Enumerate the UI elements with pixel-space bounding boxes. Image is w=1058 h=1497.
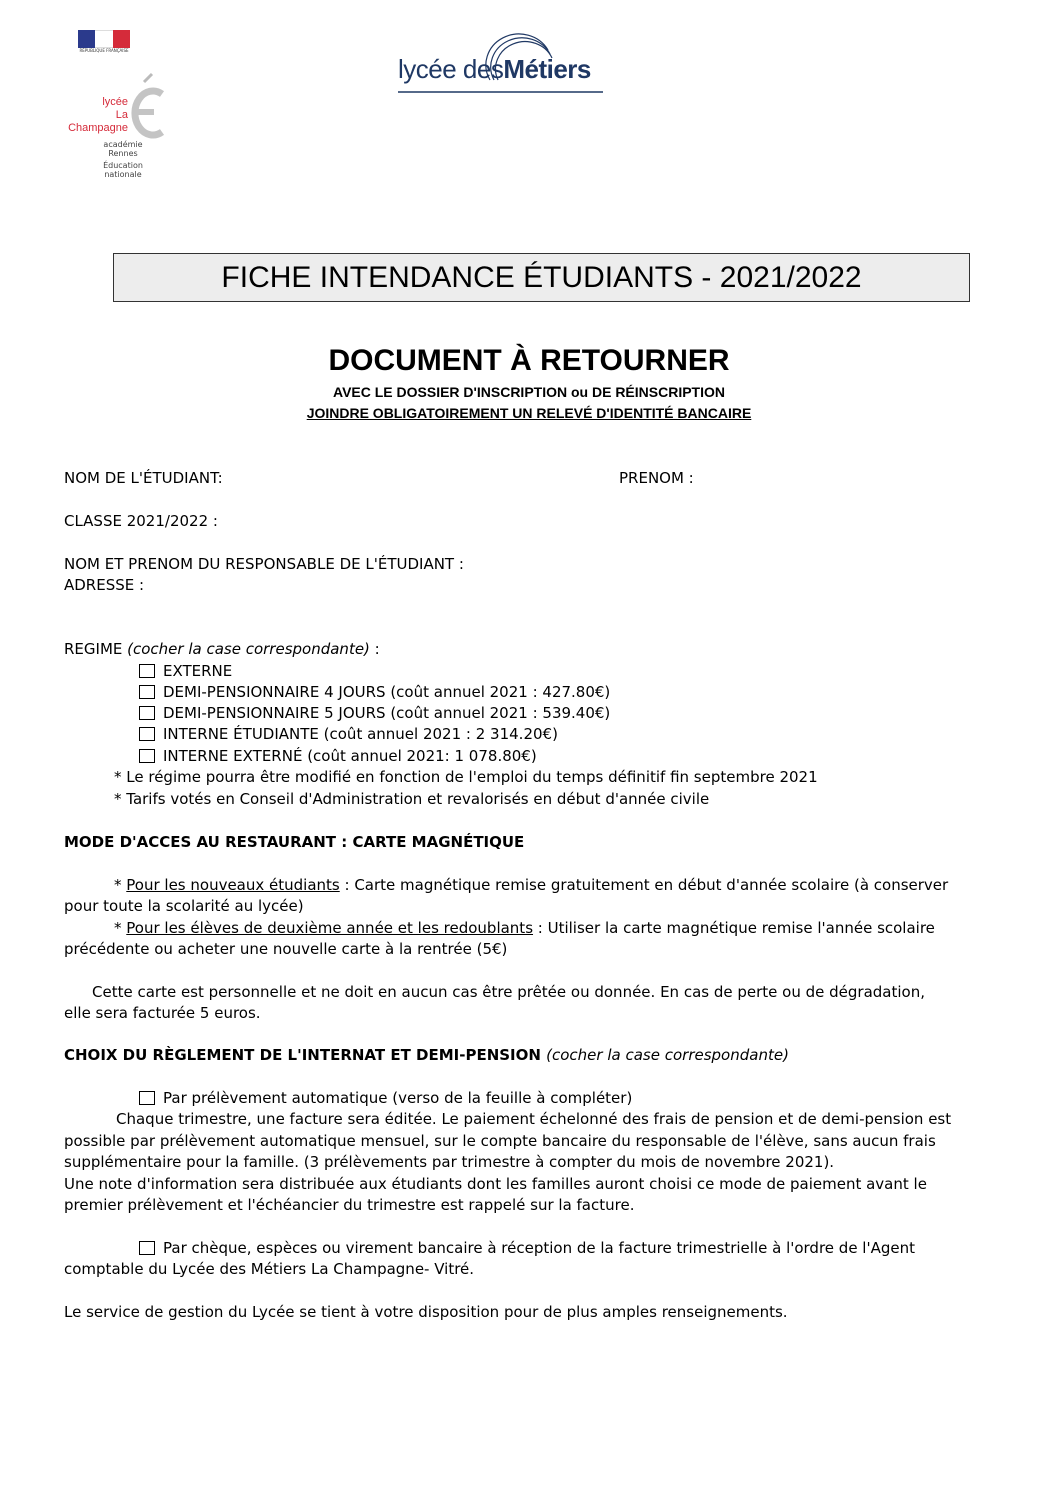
e-accent-icon	[124, 72, 168, 142]
reglement-option-cheque[interactable]	[139, 1238, 915, 1258]
checkbox[interactable]	[139, 664, 155, 678]
regime-option[interactable]	[139, 746, 537, 766]
acces-p2-rest: : Utiliser la carte magnétique remise l'année scolaire	[533, 919, 935, 937]
french-flag-icon	[78, 30, 130, 48]
academie-line: Éducation	[103, 161, 143, 170]
regime-option[interactable]	[139, 661, 232, 681]
document-heading: DOCUMENT À RETOURNER	[328, 344, 730, 377]
field-nom-label: NOM DE L'ÉTUDIANT:	[64, 469, 223, 487]
acces-p2-underline: Pour les élèves de deuxième année et les redoublants	[126, 919, 534, 937]
lm-part1: lycée des	[398, 54, 504, 84]
acces-p2-line1	[114, 918, 935, 938]
lm-part2: Métiers	[503, 54, 591, 84]
regime-option-label: DEMI-PENSIONNAIRE 4 JOURS (coût annuel 2021 : 427.80€)	[163, 683, 611, 701]
lycee-line2: La Champagne	[68, 109, 128, 134]
reglement-hint: (cocher la case correspondante)	[546, 1046, 789, 1064]
subheading-dossier: AVEC LE DOSSIER D'INSCRIPTION ou DE RÉINSCRIPTION	[333, 384, 725, 400]
regime-option[interactable]	[139, 703, 610, 723]
academie-line: Rennes	[108, 149, 138, 158]
page-title: FICHE INTENDANCE ÉTUDIANTS - 2021/2022	[221, 260, 862, 294]
reglement-heading-text: CHOIX DU RÈGLEMENT DE L'INTERNAT ET DEMI-PENSION	[64, 1046, 547, 1064]
acces-p3-line2: elle sera facturée 5 euros.	[64, 1004, 261, 1022]
field-responsable-label: NOM ET PRENOM DU RESPONSABLE DE L'ÉTUDIANT :	[64, 555, 464, 573]
lycee-des-metiers-logo	[398, 28, 603, 98]
reglement-heading	[64, 1045, 789, 1065]
reglement-option-label: Par prélèvement automatique (verso de la feuille à compléter)	[163, 1089, 633, 1107]
reglement-option-prelevement[interactable]	[139, 1088, 632, 1108]
checkbox[interactable]	[139, 1241, 155, 1255]
checkbox[interactable]	[139, 1091, 155, 1105]
acces-p3-line1: Cette carte est personnelle et ne doit en aucun cas être prêtée ou donnée. En cas de perte ou de dégradation,	[92, 983, 925, 1001]
title-box	[113, 253, 970, 302]
bullet-star: *	[114, 876, 127, 894]
subheading-rib: JOINDRE OBLIGATOIREMENT UN RELEVÉ D'IDENTITÉ BANCAIRE	[306, 405, 752, 421]
regime-option[interactable]	[139, 682, 610, 702]
rf-caption: RÉPUBLIQUE FRANÇAISE	[79, 48, 129, 53]
academie-line: académie	[103, 140, 143, 149]
regime-label-text: REGIME	[64, 640, 128, 658]
acces-p2-line2: précédente ou acheter une nouvelle carte à la rentrée (5€)	[64, 940, 508, 958]
regime-option[interactable]	[139, 724, 558, 744]
checkbox[interactable]	[139, 749, 155, 763]
regime-note: * Le régime pourra être modifié en fonction de l'emploi du temps définitif fin septembre 2021	[114, 768, 818, 786]
regime-option-label: INTERNE ÉTUDIANTE (coût annuel 2021 : 2 314.20€)	[163, 725, 558, 743]
acces-p1-line1	[114, 875, 948, 895]
reglement-text-line: possible par prélèvement automatique mensuel, sur le compte bancaire du responsable de l'élève, sans aucun frais	[64, 1132, 936, 1150]
acces-p1-underline: Pour les nouveaux étudiants	[126, 876, 340, 894]
checkbox[interactable]	[139, 727, 155, 741]
reglement-text-line: comptable du Lycée des Métiers La Champagne- Vitré.	[64, 1260, 475, 1278]
checkbox[interactable]	[139, 685, 155, 699]
academie-caption	[88, 140, 158, 179]
field-adresse-label: ADRESSE :	[64, 576, 145, 594]
field-classe-label: CLASSE 2021/2022 :	[64, 512, 218, 530]
lycee-line1: lycée	[102, 96, 128, 108]
acces-heading: MODE D'ACCES AU RESTAURANT : CARTE MAGNÉTIQUE	[64, 833, 525, 851]
reglement-option-label: Par chèque, espèces ou virement bancaire à réception de la facture trimestrielle à l'ordre de l'Agent	[163, 1239, 915, 1257]
regime-option-label: DEMI-PENSIONNAIRE 5 JOURS (coût annuel 2021 : 539.40€)	[163, 704, 611, 722]
reglement-text-line: Chaque trimestre, une facture sera éditée. Le paiement échelonné des frais de pension et de demi-pension est	[116, 1110, 952, 1128]
footer-note: Le service de gestion du Lycée se tient à votre disposition pour de plus amples renseignements.	[64, 1303, 788, 1321]
reglement-text-line: supplémentaire pour la famille. (3 prélèvements par trimestre à compter du mois de novembre 2021).	[64, 1153, 835, 1171]
checkbox[interactable]	[139, 706, 155, 720]
lm-wordmark	[398, 54, 591, 85]
reglement-text-line: premier prélèvement et l'échéancier du trimestre est rappelé sur la facture.	[64, 1196, 635, 1214]
regime-label	[64, 639, 380, 659]
regime-option-label: INTERNE EXTERNÉ (coût annuel 2021: 1 078.80€)	[163, 747, 537, 765]
republique-francaise-logo	[78, 30, 130, 53]
reglement-text-line: Une note d'information sera distribuée aux étudiants dont les familles auront choisi ce mode de paiement avant le	[64, 1175, 927, 1193]
acces-p1-line2: pour toute la scolarité au lycée)	[64, 897, 304, 915]
regime-hint: (cocher la case correspondante)	[127, 640, 370, 658]
lycee-name	[58, 96, 128, 135]
regime-suffix: :	[369, 640, 380, 658]
bullet-star: *	[114, 919, 127, 937]
academie-line: nationale	[104, 170, 142, 179]
acces-p1-rest: : Carte magnétique remise gratuitement en début d'année scolaire (à conserver	[339, 876, 949, 894]
regime-option-label: EXTERNE	[163, 662, 233, 680]
field-prenom-label: PRENOM :	[619, 469, 694, 487]
regime-note: * Tarifs votés en Conseil d'Administration et revalorisés en début d'année civile	[114, 790, 710, 808]
